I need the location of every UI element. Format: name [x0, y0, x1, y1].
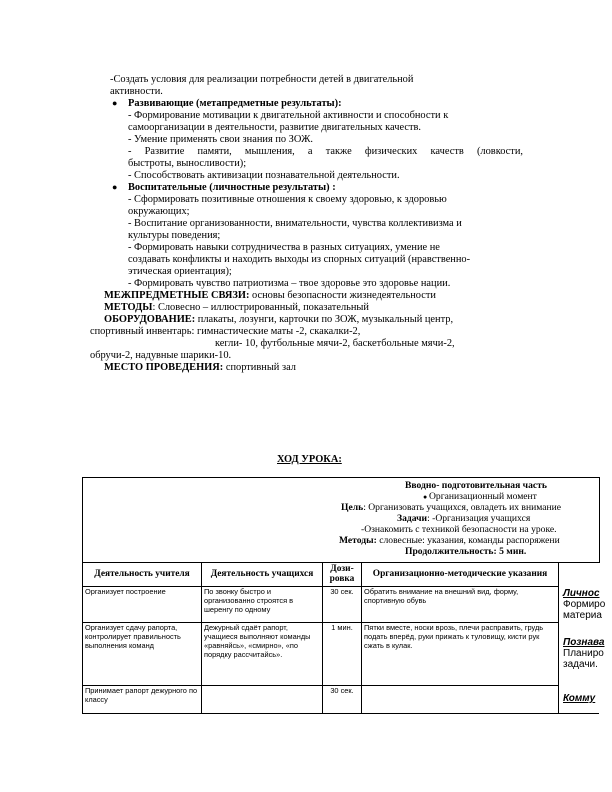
develop-line: - Умение применять свои знания по ЗОЖ. [128, 134, 314, 145]
teacher-cell: Организует построение [83, 586, 202, 623]
edu-line: - Сформировать позитивные отношения к своему здоровью, к здоровью [128, 194, 447, 205]
tasks-line-2: -Ознакомить с техникой безопасности на уроке. [361, 524, 557, 535]
edu-line: этическая ориентация); [128, 266, 232, 277]
table-row [83, 685, 600, 713]
equipment-line-3: кегли- 10, футбольные мячи-2, баскетбольные мячи-2, [215, 338, 455, 349]
bullet-icon: ● [112, 98, 118, 108]
lesson-title: ХОД УРОКА: [277, 454, 342, 465]
side-plan: Планиро [563, 648, 604, 659]
edu-line: создавать конфликты и находить выходы из спорных ситуаций (нравственно- [128, 254, 471, 265]
edu-line: культуры поведения; [128, 230, 221, 241]
edu-line: - Формировать чувство патриотизма – твое здоровье это здоровье нации. [128, 278, 451, 289]
notes-cell: Обратить внимание на внешний вид, форму, спортивную обувь [362, 586, 559, 623]
lesson-table [82, 477, 606, 714]
col-header-notes: Организационно-методические указания [362, 563, 559, 587]
side-komm: Комму [563, 693, 596, 704]
teacher-cell: Организует сдачу рапорта, контролирует правильность выполнения команд [83, 623, 202, 686]
meta-subjects: МЕЖПРЕДМЕТНЫЕ СВЯЗИ: основы безопасности жизнедеятельности [104, 290, 436, 301]
edu-line: окружающих; [128, 206, 190, 217]
col-header-teacher: Деятельность учителя [83, 563, 202, 587]
students-cell: По звонку быстро и организованно строятся в шеренгу по одному [202, 586, 323, 623]
develop-line: - Развитие памяти, мышления, а также физических качеств (ловкости, [128, 146, 523, 157]
duration: Продолжительность: 5 мин. [405, 546, 527, 557]
dose-cell: 30 сек. [323, 586, 362, 623]
goal: Цель: Организовать учащихся, овладеть их внимание [341, 502, 562, 513]
side-tasks: задачи. [563, 659, 598, 670]
intro-line-2: активности. [110, 86, 163, 97]
dose-cell: 1 мин. [323, 623, 362, 686]
notes-cell [362, 685, 559, 713]
part-title: Вводно- подготовительная часть [405, 480, 547, 491]
side-formir: Формиро [563, 599, 606, 610]
equipment-line-2: спортивный инвентарь: гимнастические маты -2, скакалки-2, [90, 326, 361, 337]
develop-line: быстроты, выносливости); [128, 158, 247, 169]
intro-line-1: -Создать условия для реализации потребности детей в двигательной [110, 74, 414, 85]
tasks: Задачи: -Организация учащихся [397, 513, 531, 524]
side-material: материа [563, 610, 602, 621]
bullet-icon: ● [112, 182, 118, 192]
col-header-dose: Дози-ровка [323, 563, 362, 587]
develop-heading: Развивающие (метапредметные результаты): [128, 98, 342, 109]
place: МЕСТО ПРОВЕДЕНИЯ: спортивный зал [104, 362, 296, 373]
students-cell [202, 685, 323, 713]
part-header-cell [83, 478, 600, 563]
notes-cell: Пятки вместе, носки врозь, плечи расправить, грудь подать вперёд, руки прижать к туловищу, кисти рук сжать в кулак. [362, 623, 559, 686]
table-methods: Методы: словесные: указания, команды распоряжени [339, 535, 560, 546]
teacher-cell: Принимает рапорт дежурного по классу [83, 685, 202, 713]
develop-line: - Формирование мотивации к двигательной активности и способности к [128, 110, 449, 121]
side-column [559, 563, 606, 714]
edu-line: - Формировать навыки сотрудничества в разных ситуациях, умение не [128, 242, 440, 253]
moment: ● Организационный момент [423, 491, 537, 502]
students-cell: Дежурный сдаёт рапорт, учащиеся выполняют команды «равняйсь», «смирно», «по порядку рассчитайсь». [202, 623, 323, 686]
side-lichnost: Личнос [563, 588, 600, 599]
table-row [83, 623, 600, 686]
equipment: ОБОРУДОВАНИЕ: плакаты, лозунги, карточки по ЗОЖ, музыкальный центр, [104, 314, 454, 325]
col-header-students: Деятельность учащихся [202, 563, 323, 587]
equipment-line-4: обручи-2, надувные шарики-10. [90, 350, 232, 361]
methods: МЕТОДЫ: Словесно – иллюстрированный, показательный [104, 302, 369, 313]
edu-heading: Воспитательные (личностные результаты) : [128, 182, 336, 193]
dose-cell: 30 сек. [323, 685, 362, 713]
develop-line: самоорганизации в деятельности, развитие двигательных качеств. [128, 122, 421, 133]
side-poznav: Познава [563, 637, 605, 648]
table-row [83, 586, 600, 623]
edu-line: - Воспитание организованности, внимательности, чувства коллективизма и [128, 218, 462, 229]
develop-line: - Способствовать активизации познавательной деятельности. [128, 170, 400, 181]
bullet-icon: ● [423, 493, 429, 501]
